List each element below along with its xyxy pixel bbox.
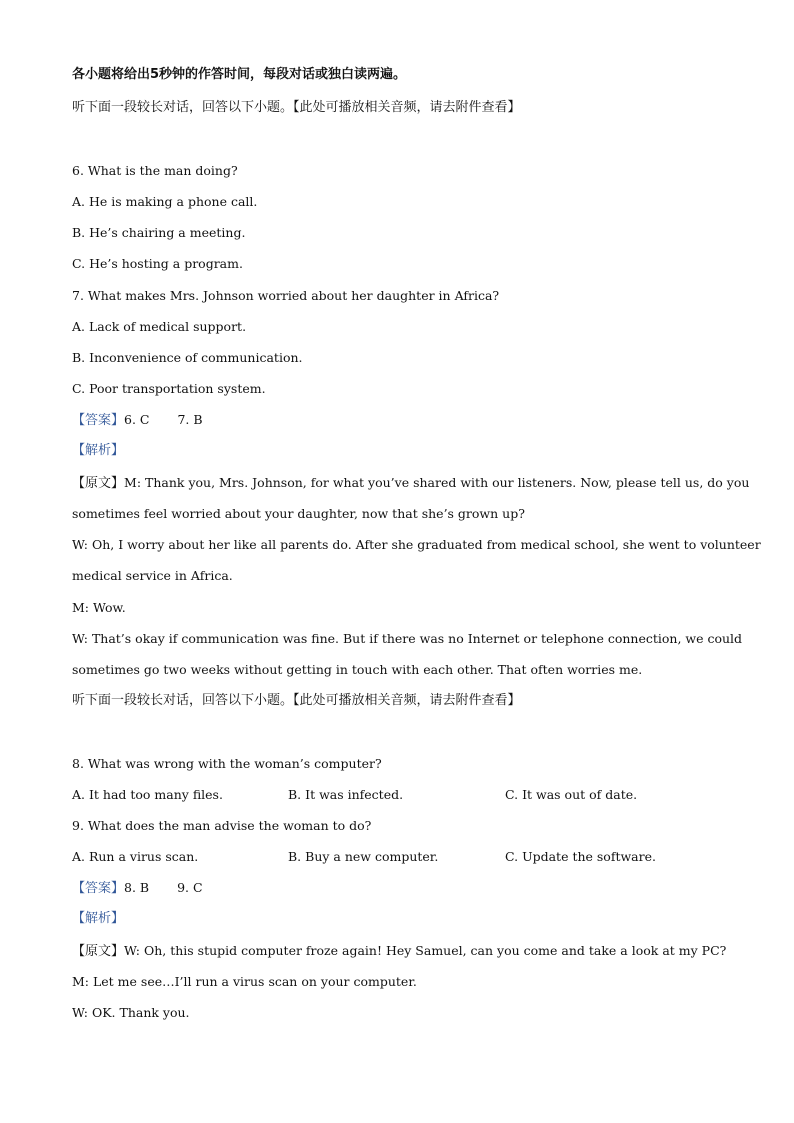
transcript-tag: 【原文】	[72, 476, 125, 491]
transcript-1-line-6: sometimes go two weeks without getting in touch with each other. That often worries me.	[72, 662, 643, 677]
analysis-tag-2: 【解析】	[72, 911, 125, 926]
answer-row-1	[72, 412, 203, 429]
transcript-tag: 【原文】	[72, 944, 125, 959]
transcript-1-line-0: 【原文】M: Thank you, Mrs. Johnson, for what you’ve shared with our listeners. Now, please tell us, do you	[72, 475, 750, 491]
answer-6: 6. C	[124, 412, 150, 427]
answer-tag: 【答案】	[72, 881, 125, 896]
answer-7: 7. B	[177, 412, 203, 427]
transcript-1-line-2: W: Oh, I worry about her like all parents do. After she graduated from medical school, she went to volunteer	[72, 537, 761, 552]
transcript-1-line-3: medical service in Africa.	[72, 568, 233, 583]
q8-option-c: C. It was out of date.	[505, 787, 638, 802]
transcript-2-line-1: M: Let me see…I’ll run a virus scan on your computer.	[72, 974, 417, 989]
analysis-tag-1: 【解析】	[72, 443, 125, 458]
transcript-1-line-1: sometimes feel worried about your daughter, now that she’s grown up?	[72, 506, 525, 521]
q8-option-b: B. It was infected.	[288, 787, 404, 802]
q7-option-c: C. Poor transportation system.	[72, 381, 266, 396]
answer-row-2	[72, 880, 203, 897]
q6-option-c: C. He’s hosting a program.	[72, 256, 243, 271]
q8-option-a: A. It had too many files.	[72, 787, 223, 802]
transcript-2-line-0: 【原文】W: Oh, this stupid computer froze again! Hey Samuel, can you come and take a look at my PC?	[72, 943, 727, 959]
q6-option-a: A. He is making a phone call.	[72, 194, 258, 209]
transcript-2-line-2: W: OK. Thank you.	[72, 1005, 190, 1020]
listen-prompt-2: 听下面一段较长对话，回答以下小题。【此处可播放相关音频，请去附件查看】	[72, 693, 521, 708]
q9-option-a: A. Run a virus scan.	[72, 849, 199, 864]
q6-option-b: B. He’s chairing a meeting.	[72, 225, 246, 240]
question-8: 8. What was wrong with the woman’s computer?	[72, 756, 382, 771]
answer-8: 8. B	[124, 880, 150, 895]
transcript-1-line-4: M: Wow.	[72, 600, 126, 615]
q7-option-b: B. Inconvenience of communication.	[72, 350, 303, 365]
question-9: 9. What does the man advise the woman to do?	[72, 818, 372, 833]
q9-option-b: B. Buy a new computer.	[288, 849, 439, 864]
instruction-heading: 各小题将给出5秒钟的作答时间，每段对话或独白读两遍。	[72, 67, 407, 82]
answer-9: 9. C	[177, 880, 203, 895]
listen-prompt-1: 听下面一段较长对话，回答以下小题。【此处可播放相关音频，请去附件查看】	[72, 100, 521, 115]
question-6: 6. What is the man doing?	[72, 163, 238, 178]
question-7: 7. What makes Mrs. Johnson worried about her daughter in Africa?	[72, 288, 500, 303]
q9-option-c: C. Update the software.	[505, 849, 656, 864]
answer-tag: 【答案】	[72, 413, 125, 428]
transcript-1-line-5: W: That’s okay if communication was fine. But if there was no Internet or telephone connection, we could	[72, 631, 743, 646]
q7-option-a: A. Lack of medical support.	[72, 319, 247, 334]
